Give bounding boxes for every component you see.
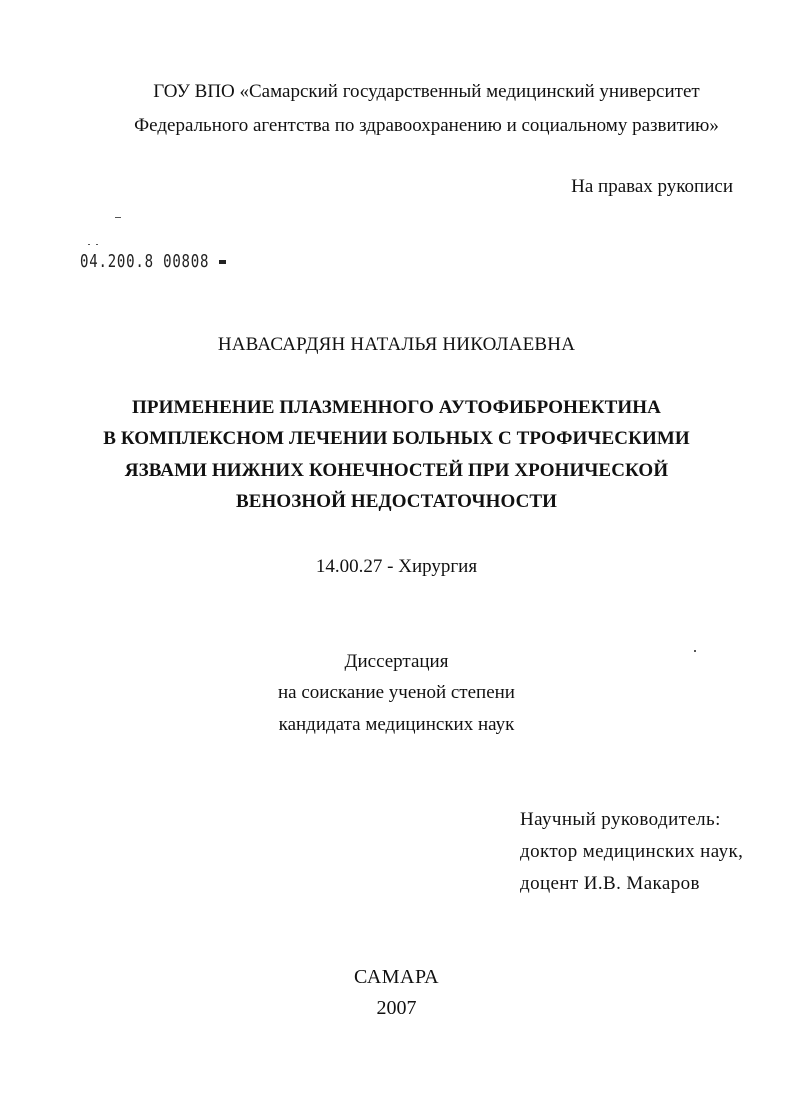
- dissertation-title-line: В КОМПЛЕКСНОМ ЛЕЧЕНИИ БОЛЬНЫХ С ТРОФИЧЕСКИМИ: [103, 428, 690, 449]
- specialty-code: 14.00.27 - Хирургия: [315, 556, 478, 577]
- supervisor-degree: доктор медицинских наук,: [520, 841, 744, 862]
- scan-speck: [115, 217, 121, 218]
- institution-line-1: ГОУ ВПО «Самарский государственный медицинский университет: [153, 81, 700, 102]
- supervisor-name: доцент И.В. Макаров: [520, 873, 700, 894]
- degree-line: кандидата медицинских наук: [278, 714, 515, 735]
- dissertation-title-line: ВЕНОЗНОЙ НЕДОСТАТОЧНОСТИ: [235, 491, 558, 512]
- supervisor-heading: Научный руководитель:: [520, 809, 721, 830]
- institution-line-2: Федерального агентства по здравоохранению и социальному развитию»: [134, 115, 719, 136]
- author-name: НАВАСАРДЯН НАТАЛЬЯ НИКОЛАЕВНА: [217, 334, 576, 355]
- year: 2007: [376, 997, 417, 1019]
- degree-line: на соискание ученой степени: [278, 682, 515, 703]
- manuscript-rights-note: На правах рукописи: [571, 176, 733, 197]
- scan-speck: [88, 244, 90, 245]
- registry-code-dash: [219, 260, 226, 264]
- degree-line: Диссертация: [344, 651, 449, 672]
- city: САМАРА: [353, 966, 440, 988]
- registry-code: 04.200.8 00808: [80, 251, 210, 272]
- dissertation-title-line: ЯЗВАМИ НИЖНИХ КОНЕЧНОСТЕЙ ПРИ ХРОНИЧЕСКОЙ: [124, 460, 669, 481]
- dissertation-title-line: ПРИМЕНЕНИЕ ПЛАЗМЕННОГО АУТОФИБРОНЕКТИНА: [132, 397, 661, 418]
- scan-speck: [96, 244, 98, 245]
